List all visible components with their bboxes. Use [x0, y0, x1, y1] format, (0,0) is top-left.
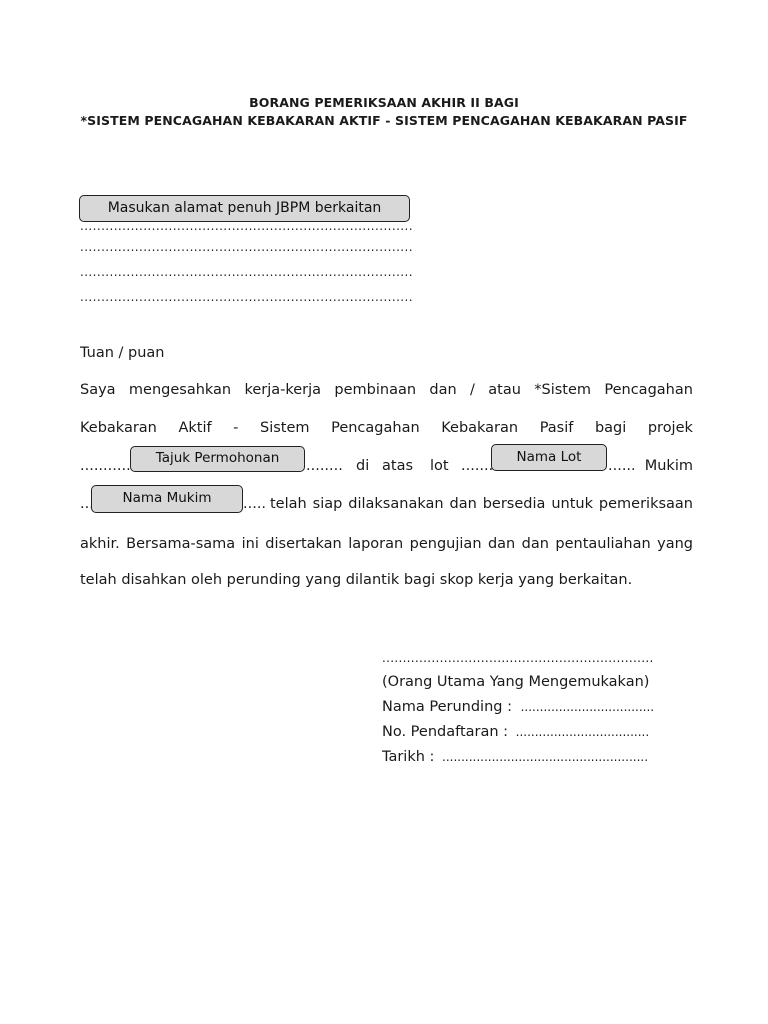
tarikh-row [382, 748, 648, 766]
tarikh-dots[interactable]: ...................................................... [442, 750, 649, 764]
form-title: BORANG PEMERIKSAAN AKHIR II BAGI [249, 95, 519, 110]
word: / [470, 382, 475, 398]
dots [80, 457, 132, 475]
dots [243, 495, 267, 513]
word: projek [647, 420, 693, 436]
word: Pasif [539, 420, 574, 436]
word: Kebakaran [441, 420, 519, 436]
no-pendaftaran-row [382, 723, 649, 741]
address-line-2 [80, 240, 414, 254]
word: Kebakaran [80, 420, 157, 436]
no-pendaftaran-dots[interactable]: ................................... [515, 725, 650, 739]
paragraph-line-5: akhir. Bersama-sama ini disertakan laporan pengujian dan dan pentauliahan yang [80, 536, 693, 552]
word: Sistem [259, 420, 310, 436]
nama-mukim-field[interactable]: Nama Mukim [91, 485, 243, 513]
salutation: Tuan / puan [80, 345, 165, 361]
paragraph-line-4-text: telah siap dilaksanakan dan bersedia untuk pemeriksaan [270, 496, 693, 512]
word: pembinaan [334, 382, 417, 398]
word: Pencagahan [604, 382, 693, 398]
nama-perunding-row [382, 698, 654, 716]
word-lot: lot [430, 458, 449, 474]
dots [608, 457, 634, 475]
word: mengesahkan [128, 382, 232, 398]
address-line-3 [80, 265, 414, 279]
word: dan [429, 382, 457, 398]
word: - [233, 420, 239, 436]
nama-lot-field[interactable]: Nama Lot [491, 444, 607, 471]
word-atas: atas [382, 458, 414, 474]
word: *Sistem [534, 382, 592, 398]
address-line-4 [80, 290, 414, 304]
word: atau [488, 382, 521, 398]
no-pendaftaran-label: No. Pendaftaran : [382, 724, 509, 740]
nama-perunding-dots[interactable]: ................................... [520, 700, 655, 714]
signature-line: .................................................................. [382, 651, 654, 665]
word-di: di [356, 458, 370, 474]
word: Saya [80, 382, 116, 398]
word: Aktif [178, 420, 212, 436]
dots [306, 457, 344, 475]
address-field[interactable]: Masukan alamat penuh JBPM berkaitan [79, 195, 410, 222]
paragraph-line-2 [80, 419, 693, 437]
tajuk-permohonan-field[interactable]: Tajuk Permohonan [130, 446, 305, 472]
word: bagi [594, 420, 627, 436]
paragraph-line-1 [80, 381, 693, 399]
tarikh-label: Tarikh : [382, 749, 435, 765]
dots [461, 457, 495, 475]
form-subtitle: *SISTEM PENCAGAHAN KEBAKARAN AKTIF - SISTEM PENCAGAHAN KEBAKARAN PASIF [80, 113, 688, 128]
paragraph-line-6: telah disahkan oleh perunding yang dilantik bagi skop kerja yang berkaitan. [80, 572, 633, 588]
signature-role: (Orang Utama Yang Mengemukakan) [382, 674, 650, 690]
nama-perunding-label: Nama Perunding : [382, 699, 512, 715]
word: kerja-kerja [244, 382, 322, 398]
word-mukim: Mukim [644, 458, 693, 474]
word: Pencagahan [331, 420, 420, 436]
